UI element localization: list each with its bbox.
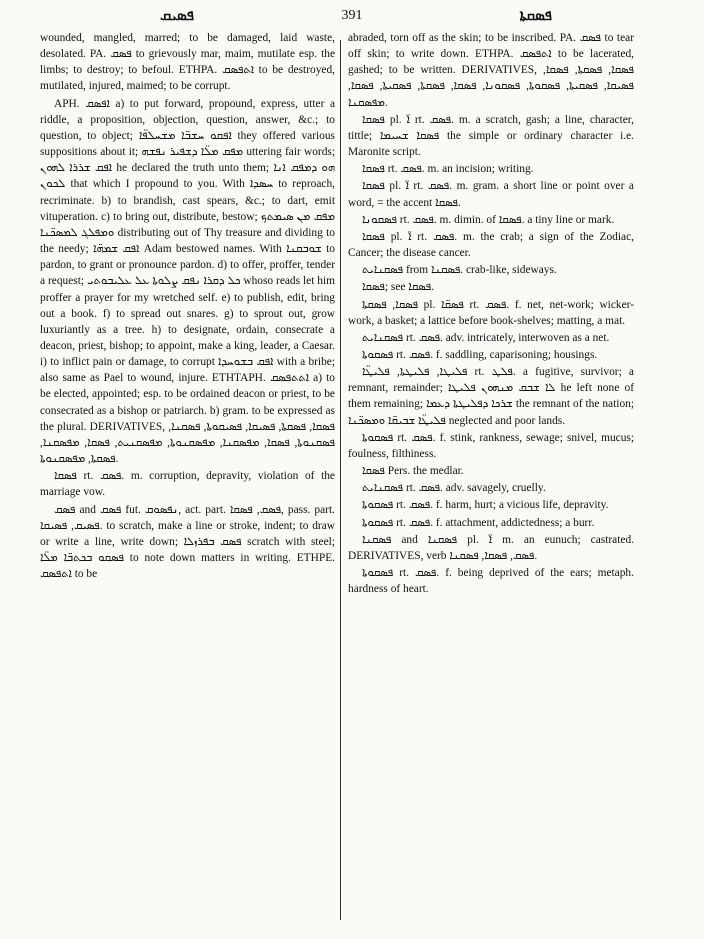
right-entry: ܦܣܩܢܐܝܬ rt. ܦܣܩ. adv. savagely, cruelly. — [362, 482, 546, 495]
right-entry: ܦܣܩܘܬܐ rt. ܦܣܩ. f. harm, hurt; a vicious life, depravity. — [362, 499, 609, 512]
right-entry: ܦܣܩܐ rt. ܦܣܩ. m. an incision; writing. — [362, 163, 534, 176]
right-entry-continued: abraded, torn off as the skin; to be inscribed. PA. ܦܣܩ to tear off skin; to write down. ETHPA. ܐܬܦܣܩ to be lacerated, gashed; to be written. DERIVATIVES, ܦܣܩܐ, ܦܣܩܬܐ, ܦܣܩܐ, ܦܣܝܩܐ, ܦܣܩܝܬܐ, ܦܣܩܘܬܐ, ܦܣܩܘܢܐ, ܦܣܩܐ, ܦܣܩܬܐ, ܦܣܩܝܬܐ, ܦܣܩܐ, ܡܦܣܩܢܐ. — [348, 32, 634, 109]
page-header — [40, 6, 664, 30]
page-number: 391 — [341, 8, 363, 23]
right-entry: ܦܣܩܐ Pers. the medlar. — [362, 465, 464, 478]
right-entry: ܦܣܩܢܐ and ܦܣܩܢܐ pl. ܐ̈ m. an eunuch; castrated. DERIVATIVES, verb ܦܣܩ, ܦܣܩܐ, ܦܣܩܢܐ. — [348, 533, 634, 562]
right-entry: ܦܣܩܘܬܐ rt. ܦܣܩ. f. stink, rankness, sewage; snivel, mucus; foulness, filthiness. — [348, 431, 634, 460]
right-entry: ܦܣܩܐ; see ܦܣܩܐ. — [362, 281, 435, 294]
left-entry-scratch: ܦܣܩ and ܦܣܩ fut. ܢܦܣܘܩ, act. part. ܦܣܩ, ܦܣܩܐ, pass. part. ܦܣܝܩ, ܦܣܝܩܐ. to scratch, make a line or stroke, indent; to draw or write a line, write down; ܦܣܩ ܒܦܪܙܠܐ scratch with steel; ܦܣܩܘ ܒܟܬܒ̈ܐ ܡܠ̈ܐ to note down matters in writing. ETHPE. ܐܬܦܣܩ to be — [40, 503, 335, 581]
right-entry: ܦܣܩܐ pl. ܐ̈ rt. ܦܣܩ. m. gram. a short line or point over a word, = the accent ܦܣܩܐ. — [348, 180, 634, 209]
right-entry: ܦܣܩܐ pl. ܐ̈ rt. ܦܣܩ. m. the crab; a sign of the Zodiac, Cancer; the disease cancer. — [348, 230, 634, 260]
right-entry: ܦܣܩܘܬܐ rt. ܦܣܩ. f. saddling, caparisoning; housings. — [362, 348, 598, 361]
left-entry-continued: wounded, mangled, marred; to be damaged, laid waste, desolated. PA. ܦܣܩ to grievously mar, maim, mutilate esp. the limbs; to destroy; to befoul. ETHPA. ܐܬܦܣܩ to be destroyed, mutilated, injured, maimed; to be corrupt. — [40, 32, 335, 93]
left-entry-corruption: ܦܣܩܐ rt. ܦܣܩ. m. corruption, depravity, violation of the marriage vow. — [40, 470, 335, 499]
right-column — [348, 30, 634, 925]
left-entry-aphel: APH. ܐܦܣܩ a) to put forward, propound, express, utter a riddle, a proposition, objection, question, answer, &c.; to question, to object; ܐܦܩܘ ܚܫܒ̈ܐ ܡܫܚܠܦ̈ܐ they offered various suppositions about it; ܡܦܩ ܡܠ̈ܐ ܕܫܦܝܪ ܢܦܫܗ uttering fair words; ܐܦܩ ܫܪܪܐ ܠܗܘܢ he declared the truth unto them; ܗܘ ܕܡܦܩ ܐܢܐ ܠܟܘܢ that which I propound to you. With ܚܣܕܐ to reproach, recriminate. b) to brandish, cast spears, &c.; to dart, emit vituperation. c) to bring out, distribute, bestow; ܡܦܩ ܡܢ ܣܝܡܬܟ ܘܡܦܠܓ ܠܡܣܟ̈ܢܐ distributing out of Thy treasure and dividing to the needy; ܐܦܩ ܫܡܗ̈ܐ Adam bestowed names. With ܫܘܒܩܢܐ to pardon, to grant or pronounce pardon. d) to offer, proffer, tender a request; ܟܠ ܕܩܪܐ ܢܦܩ ܨܠܘܬܐ ܥܠ ܥܠܝܒܘܬܝ whoso reads let him proffer a prayer for my wretched self. e) to publish, edit, bring out a book. f) to spread out snares. g) to sprout out, grow luxuriantly as a tree. h) to designate, ordain, consecrate a deacon, priest, bishop; to appoint, make a king, leader, a Caesar. i) to inflict pain or damage, to corrupt ܐܦܩ ܒܫܘܚܕܐ with a bribe; also same as Pael to wound, injure. ETHTAPH. ܐܬܬܦܣܩ a) to be elected, appointed; esp. to be ordained deacon or priest, to be consecrated as a bishop or patriarch. b) gram. to be expressed as the plural. DERIVATIVES, ܦܣܩܐ, ܦܣܩܬܐ, ܦܣܝܩܐ, ܦܣܝܩܘܬܐ, ܦܣܩܢܐ, ܦܣܩܢܘܬܐ, ܦܣܩܐ, ܡܦܣܩܢܐ, ܡܦܣܩܢܘܬܐ, ܡܦܣܩܢܝܬ, ܦܣܩܐ, ܡܦܣܩܢܐ, ܦܣܩܬܐ, ܡܦܣܩܢܘܬܐ. — [40, 97, 335, 466]
right-entry: ܦܣܩܢܐܝܬ from ܦܣܩܢܐ. crab-like, sideways. — [362, 264, 557, 277]
right-entry: ܦܣܩܐ pl. ܐ̈ rt. ܦܣܩ. m. a scratch, gash; a line, character, tittle; ܦܣܩܐ ܫܚܝܡܐ the simple or ordinary character i.e. Maronite script. — [348, 113, 634, 159]
header-right-word: ܦܣܩܬܐ — [519, 6, 552, 24]
right-entry: ܦܠܝܛܐ, ܦܠܝܛܬܐ, ܦܠܝܛ̈ܐ rt. ܦܠܛ. a fugitive, survivor; a remnant, remainder; ܠܐ ܫܒܩ ܡܢܗܘܢ ܦܠܝܛܐ he left none of them remaining; ܫܪܟܐ ܕܦܠܝܛܬܐ ܕܥܡܐ the remnant of the nation; ܦܠܝܛ̈ܐ ܫܒܝܩ̈ܐ ܘܡܣܟ̈ܢܐ neglected and poor lands. — [348, 366, 634, 427]
right-entry: ܦܣܩܢܐܝܬ rt. ܦܣܩ. adv. intricately, interwoven as a net. — [362, 331, 610, 344]
right-entry: ܦܣܩܘܬܐ rt. ܦܣܩ. f. attachment, addictedness; a burr. — [362, 516, 595, 529]
column-divider — [340, 40, 341, 920]
right-entry: ܦܣܩܘܬܐ rt. ܦܣܩ. f. being deprived of the ears; metaph. hardness of heart. — [348, 567, 634, 596]
left-column — [40, 30, 335, 925]
right-entry: ܦܣܩܘܢܐ rt. ܦܣܩ. m. dimin. of ܦܣܩܐ. a tiny line or mark. — [362, 213, 615, 226]
header-left-word: ܦܣܝܩ — [160, 6, 194, 24]
right-entry: ܦܣܩܐ, ܦܣܩܬܐ pl. ܦܣܩ̈ܐ rt. ܦܣܩ. f. net, net-work; wicker-work, a basket; a lattice before book-shelves; matting, a mat. — [348, 298, 634, 327]
